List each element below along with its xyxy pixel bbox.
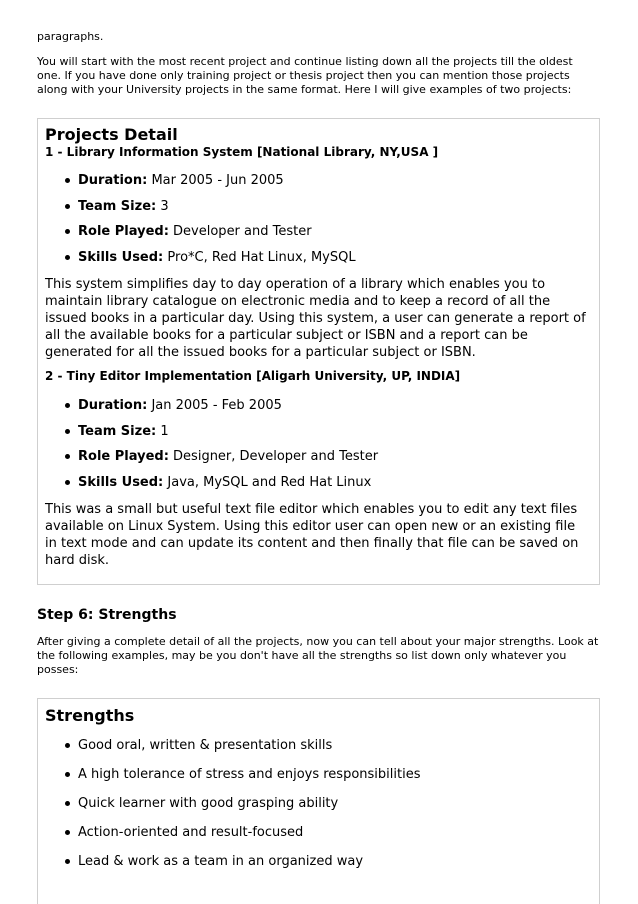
team-size-value: 3 — [160, 198, 169, 214]
duration-value: Jan 2005 - Feb 2005 — [151, 398, 282, 413]
project-2-details — [45, 397, 378, 499]
project-1-heading: 1 - Library Information System [National Library, NY,USA ] — [45, 145, 439, 159]
skills-value: Pro*C, Red Hat Linux, MySQL — [167, 249, 356, 265]
project-2-skills — [45, 474, 378, 500]
duration-value: Mar 2005 - Jun 2005 — [151, 173, 284, 188]
strengths-list — [45, 737, 420, 882]
strengths-title: Strengths — [45, 706, 135, 725]
project-1-team-size — [45, 198, 356, 224]
role-label: Role Played: — [78, 224, 169, 239]
step-6-heading: Step 6: Strengths — [37, 607, 177, 623]
team-size-label: Team Size: — [78, 198, 157, 214]
role-value: Designer, Developer and Tester — [173, 449, 379, 464]
project-1-details — [45, 172, 356, 274]
projects-detail-title: Projects Detail — [45, 125, 178, 144]
strength-item: Action-oriented and result-focused — [45, 824, 420, 853]
duration-label: Duration: — [78, 173, 148, 188]
step-6-paragraph: After giving a complete detail of all the projects, now you can tell about your major strengths. Look at the following examples, may be you don't have all the strengths so list down only whatever you posses: — [37, 635, 599, 676]
team-size-label: Team Size: — [78, 423, 157, 439]
strength-item: Quick learner with good grasping ability — [45, 795, 420, 824]
project-2-description: This was a small but useful text file editor which enables you to edit any text files available on Linux System. Using this editor user can open new or an existing file in text mode and can update its content and then finally that file can be saved on hard disk. — [45, 502, 579, 568]
role-label: Role Played: — [78, 449, 169, 464]
role-value: Developer and Tester — [173, 224, 312, 239]
project-2-duration — [45, 397, 378, 423]
paragraph-fragment: paragraphs. — [37, 30, 104, 43]
projects-detail-box — [37, 118, 600, 585]
project-2-heading: 2 - Tiny Editor Implementation [Aligarh University, UP, INDIA] — [45, 369, 461, 383]
skills-label: Skills Used: — [78, 249, 164, 265]
project-2-role — [45, 448, 378, 474]
strength-item: Good oral, written & presentation skills — [45, 737, 420, 766]
project-1-skills — [45, 249, 356, 275]
duration-label: Duration: — [78, 398, 148, 413]
skills-label: Skills Used: — [78, 474, 164, 490]
project-1-role — [45, 223, 356, 249]
project-1-description: This system simplifies day to day operation of a library which enables you to maintain library catalogue on electronic media and to keep a record of all the issued books in a particular day. Using this system, a user can generate a report of all the available books for a particular subject or ISBN and a report can be generated for all the issued books for a particular subject or ISBN. — [45, 277, 586, 360]
team-size-value: 1 — [160, 423, 169, 439]
project-1-duration — [45, 172, 356, 198]
strength-item: Lead & work as a team in an organized way — [45, 853, 420, 882]
intro-paragraph: You will start with the most recent project and continue listing down all the projects till the oldest one. If you have done only training project or thesis project then you can mention those projects along with your University projects in the same format. Here I will give examples of two projects: — [37, 55, 573, 96]
strengths-box — [37, 698, 600, 904]
skills-value: Java, MySQL and Red Hat Linux — [167, 474, 372, 490]
strength-item: A high tolerance of stress and enjoys responsibilities — [45, 766, 420, 795]
project-2-team-size — [45, 423, 378, 449]
